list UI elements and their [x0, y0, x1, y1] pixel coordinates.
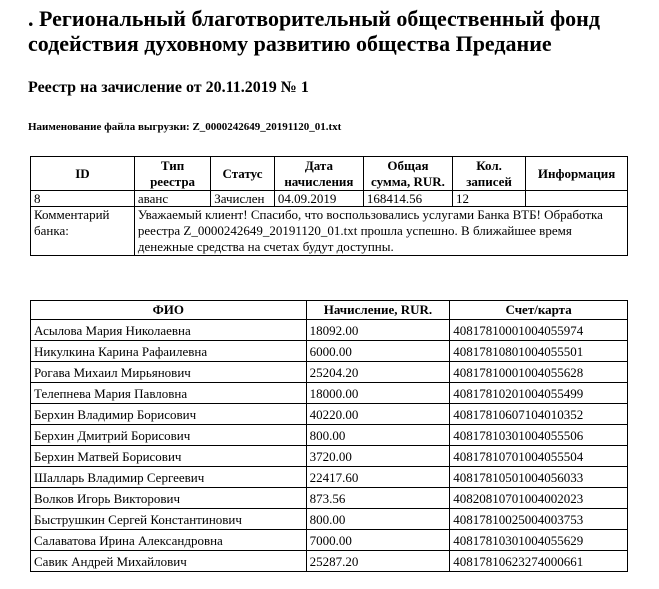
payment-amount: 6000.00	[306, 341, 450, 362]
table-row	[31, 446, 628, 467]
col-info-header: Информация	[526, 157, 628, 191]
col-sum-header: Общая сумма, RUR.	[363, 157, 452, 191]
col-id-header: ID	[31, 157, 135, 191]
table-row	[31, 509, 628, 530]
registry-subtitle: Реестр на зачисление от 20.11.2019 № 1	[28, 79, 309, 96]
export-filename: Наименование файла выгрузки: Z_0000242649_20191120_01.txt	[28, 121, 342, 133]
payment-amount: 40220.00	[306, 404, 450, 425]
payment-fio: Савик Андрей Михайлович	[31, 551, 307, 572]
registry-date: 04.09.2019	[274, 191, 363, 207]
payment-fio: Берхин Владимир Борисович	[31, 404, 307, 425]
registry-header-row	[31, 157, 628, 191]
col-amount-header: Начисление, RUR.	[306, 301, 450, 320]
payment-amount: 3720.00	[306, 446, 450, 467]
col-account-header: Счет/карта	[450, 301, 628, 320]
payment-fio: Телепнева Мария Павловна	[31, 383, 307, 404]
comment-label: Комментарий банка:	[31, 207, 135, 256]
payment-amount: 873.56	[306, 488, 450, 509]
registry-table	[30, 156, 628, 256]
table-row	[31, 467, 628, 488]
table-row	[31, 425, 628, 446]
registry-sum: 168414.56	[363, 191, 452, 207]
payments-body	[31, 320, 628, 572]
payment-amount: 18092.00	[306, 320, 450, 341]
registry-status: Зачислен	[211, 191, 275, 207]
registry-count: 12	[452, 191, 525, 207]
col-date-header: Дата начисления	[274, 157, 363, 191]
payment-account: 40817810701004055504	[450, 446, 628, 467]
payment-account: 40817810201004055499	[450, 383, 628, 404]
registry-comment-row	[31, 207, 628, 256]
payment-amount: 800.00	[306, 425, 450, 446]
payment-amount: 18000.00	[306, 383, 450, 404]
col-status-header: Статус	[211, 157, 275, 191]
payment-account: 40817810501004056033	[450, 467, 628, 488]
payments-header-row	[31, 301, 628, 320]
payment-amount: 7000.00	[306, 530, 450, 551]
payment-fio: Шалларь Владимир Сергеевич	[31, 467, 307, 488]
table-row	[31, 551, 628, 572]
payment-fio: Быструшкин Сергей Константинович	[31, 509, 307, 530]
registry-row	[31, 191, 628, 207]
payment-account: 40817810025004003753	[450, 509, 628, 530]
comment-text: Уважаемый клиент! Спасибо, что воспользовались услугами Банка ВТБ! Обработка реестра Z_0000242649_20191120_01.txt прошла успешно. В ближайшее время денежные средства на счетах будут доступны.	[134, 207, 627, 256]
payment-fio: Никулкина Карина Рафаилевна	[31, 341, 307, 362]
payment-fio: Салаватова Ирина Александровна	[31, 530, 307, 551]
payment-account: 40817810607104010352	[450, 404, 628, 425]
col-count-header: Кол. записей	[452, 157, 525, 191]
payment-fio: Асылова Мария Николаевна	[31, 320, 307, 341]
table-row	[31, 488, 628, 509]
payment-account: 40817810001004055628	[450, 362, 628, 383]
table-row	[31, 404, 628, 425]
table-row	[31, 383, 628, 404]
payment-amount: 800.00	[306, 509, 450, 530]
payment-account: 40817810623274000661	[450, 551, 628, 572]
table-row	[31, 530, 628, 551]
payment-fio: Берхин Дмитрий Борисович	[31, 425, 307, 446]
registry-info	[526, 191, 628, 207]
payment-account: 40817810801004055501	[450, 341, 628, 362]
payments-table	[30, 300, 628, 572]
payment-fio: Рогава Михаил Мирьянович	[31, 362, 307, 383]
payment-fio: Берхин Матвей Борисович	[31, 446, 307, 467]
payment-amount: 25204.20	[306, 362, 450, 383]
col-type-header: Тип реестра	[134, 157, 210, 191]
table-row	[31, 320, 628, 341]
table-row	[31, 362, 628, 383]
registry-type: аванс	[134, 191, 210, 207]
registry-id: 8	[31, 191, 135, 207]
payment-account: 40817810301004055506	[450, 425, 628, 446]
col-fio-header: ФИО	[31, 301, 307, 320]
payment-amount: 22417.60	[306, 467, 450, 488]
table-row	[31, 341, 628, 362]
payment-account: 40817810001004055974	[450, 320, 628, 341]
payment-fio: Волков Игорь Викторович	[31, 488, 307, 509]
page-title: . Региональный благотворительный общественный фонд содействия духовному развитию общества Предание	[28, 6, 600, 56]
payment-account: 40817810301004055629	[450, 530, 628, 551]
payment-account: 40820810701004002023	[450, 488, 628, 509]
payment-amount: 25287.20	[306, 551, 450, 572]
